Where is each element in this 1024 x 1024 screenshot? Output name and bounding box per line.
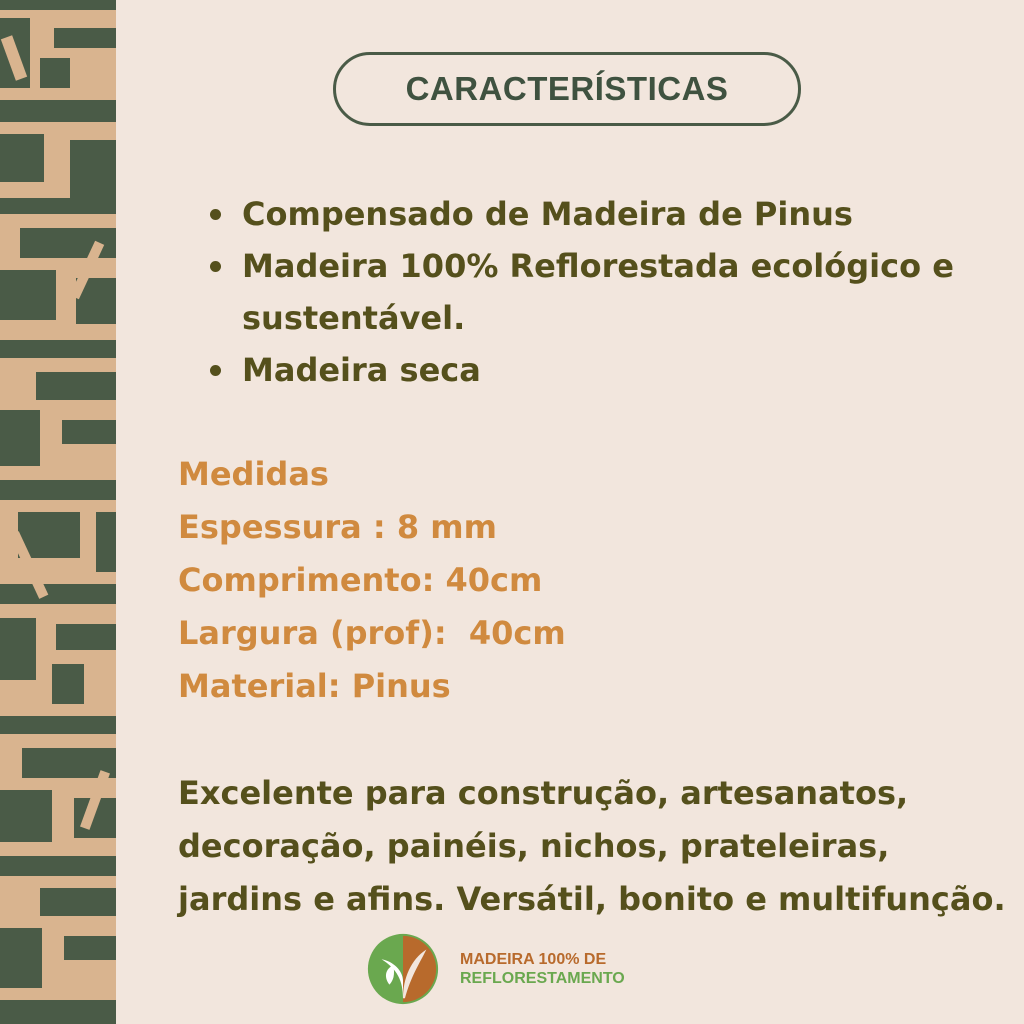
bullet-icon bbox=[210, 209, 221, 220]
list-item bbox=[208, 344, 998, 396]
measures-block bbox=[178, 448, 998, 713]
brand-line-2: REFLORESTAMENTO bbox=[460, 970, 625, 987]
bullet-icon bbox=[210, 365, 221, 376]
bullet-icon bbox=[210, 261, 221, 272]
brand-line-1: MADEIRA 100% DE bbox=[460, 951, 607, 968]
thickness-line: Espessura : 8 mm bbox=[178, 508, 497, 546]
brand-badge bbox=[364, 928, 625, 1010]
feature-text: Compensado de Madeira de Pinus bbox=[242, 195, 853, 233]
section-title: CARACTERÍSTICAS bbox=[333, 52, 801, 126]
length-line: Comprimento: 40cm bbox=[178, 561, 543, 599]
width-line: Largura (prof): 40cm bbox=[178, 614, 566, 652]
list-item bbox=[208, 188, 998, 240]
material-line: Material: Pinus bbox=[178, 667, 451, 705]
wood-pattern-graphic bbox=[0, 0, 116, 1024]
feature-text: Madeira seca bbox=[242, 351, 481, 389]
description-text: Excelente para construção, artesanatos, decoração, painéis, nichos, prateleiras, jardins e afins. Versátil, bonito e multifunção. bbox=[178, 774, 1006, 918]
features-list bbox=[208, 188, 998, 396]
leaf-logo-icon bbox=[364, 930, 442, 1008]
brand-text bbox=[460, 950, 625, 988]
decorative-side-pattern bbox=[0, 0, 116, 1024]
list-item bbox=[208, 240, 998, 344]
measures-heading: Medidas bbox=[178, 455, 329, 493]
feature-text: Madeira 100% Reflorestada ecológico e sustentável. bbox=[242, 247, 954, 337]
